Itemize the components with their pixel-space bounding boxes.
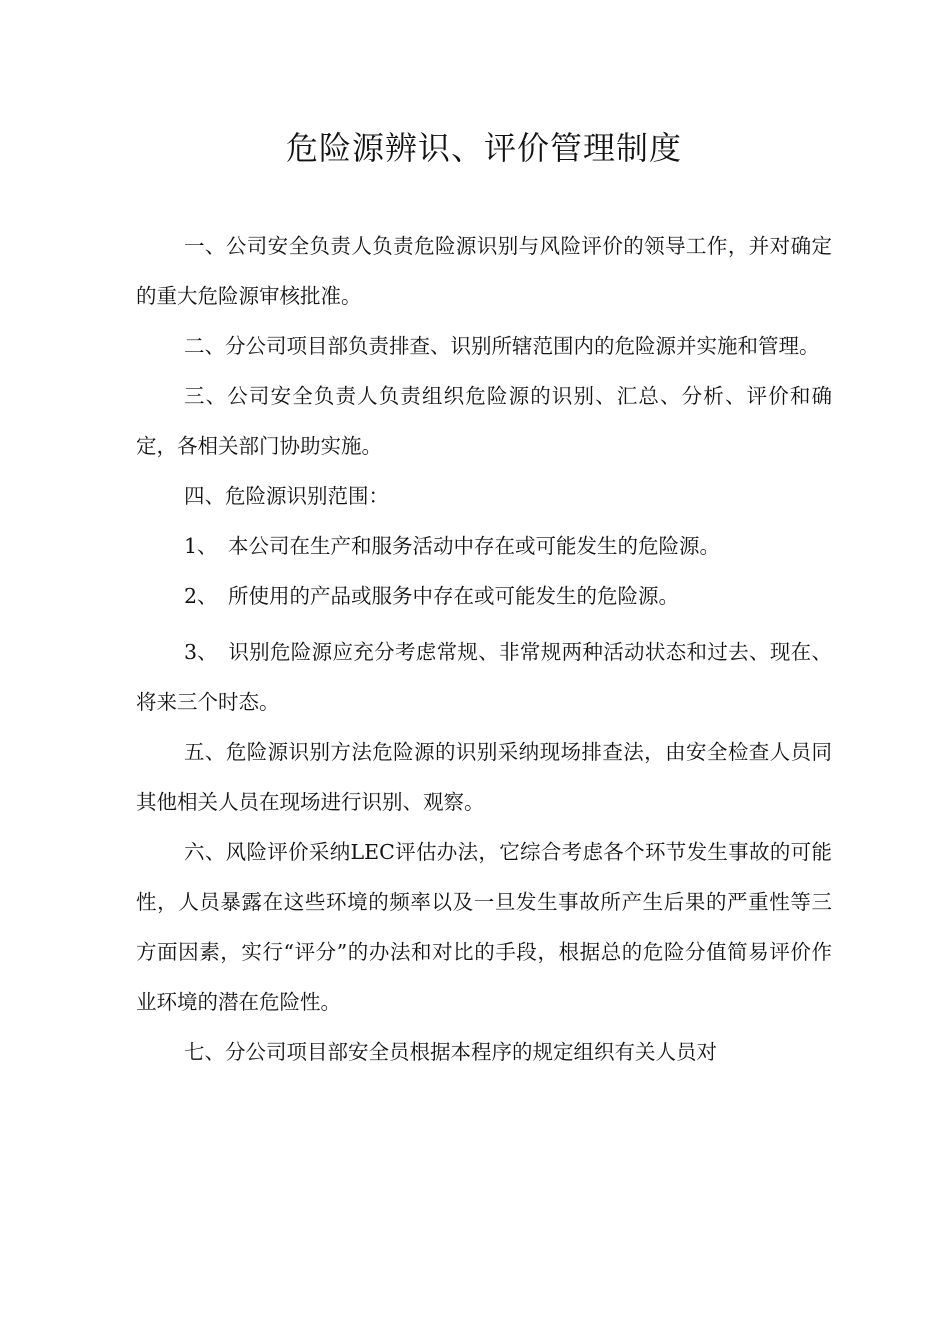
scope-item-3-num: 3、 <box>184 640 218 664</box>
paragraph-1: 一、公司安全负责人负责危险源识别与风险评价的领导工作，并对确定的重大危险源审核批准。 <box>136 234 832 308</box>
document-page <box>136 0 832 1344</box>
scope-item-3-text: 识别危险源应充分考虑常规、非常规两种活动状态和过去、现在、将来三个时态。 <box>136 640 832 714</box>
paragraph-4: 四、危险源识别范围： <box>184 484 389 508</box>
scope-item-3 <box>136 627 832 727</box>
paragraph-2: 二、分公司项目部负责排查、识别所辖范围内的危险源并实施和管理。 <box>184 334 820 358</box>
scope-item-2 <box>136 571 832 621</box>
scope-item-1-num: 1、 <box>184 534 218 558</box>
document-title: 危险源辨识、评价管理制度 <box>285 129 682 167</box>
paragraph-6: 六、风险评价采纳LEC评估办法，它综合考虑各个环节发生事故的可能性，人员暴露在这些环境的频率以及一旦发生事故所产生后果的严重性等三方面因素，实行“评分”的办法和对比的手段，根据总的危险分值简易评价作业环境的潜在危险性。 <box>136 840 832 1014</box>
paragraph-3: 三、公司安全负责人负责组织危险源的识别、汇总、分析、评价和确定，各相关部门协助实施。 <box>136 384 832 458</box>
scope-item-1 <box>136 521 832 571</box>
document-body <box>136 221 832 1077</box>
paragraph-5: 五、危险源识别方法危险源的识别采纳现场排查法，由安全检查人员同其他相关人员在现场进行识别、观察。 <box>136 740 832 814</box>
paragraph-7: 七、分公司项目部安全员根据本程序的规定组织有关人员对 <box>184 1040 717 1064</box>
scope-item-2-num: 2、 <box>184 584 218 608</box>
scope-item-2-text: 所使用的产品或服务中存在或可能发生的危险源。 <box>228 584 679 608</box>
scope-item-1-text: 本公司在生产和服务活动中存在或可能发生的危险源。 <box>228 534 720 558</box>
